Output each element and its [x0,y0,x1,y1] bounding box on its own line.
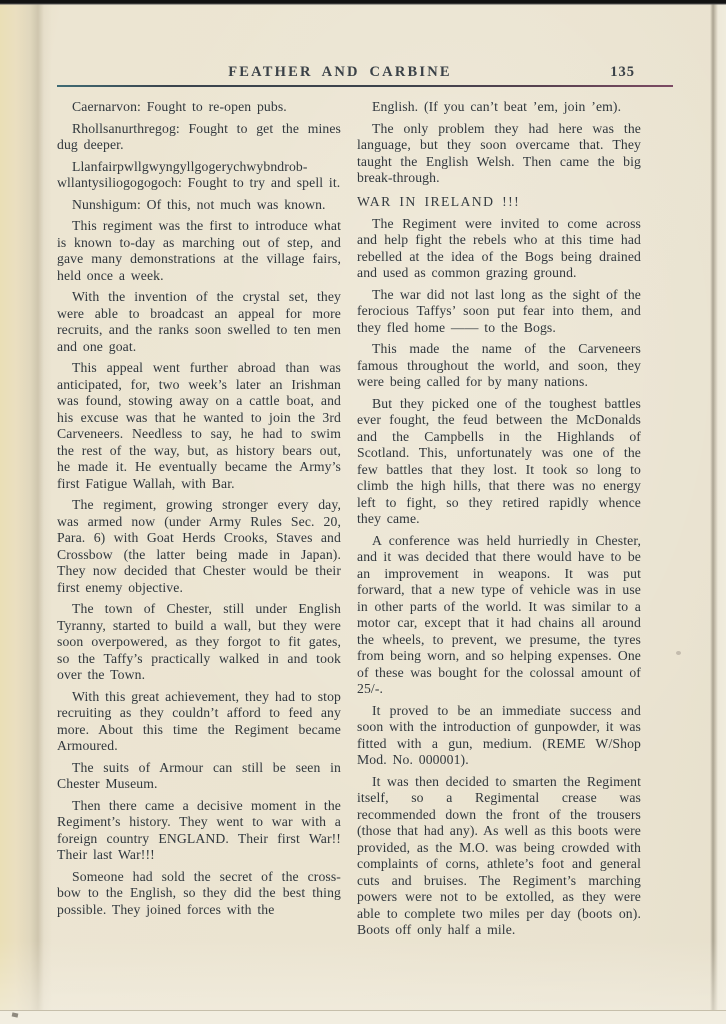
paragraph: The regiment, growing stronger every day, was armed now (under Army Rules Sec. 20, Para. 6) with Goat Herds Crooks, Staves and Crossbow (the latter being made in Japan). They now decided that Chester would be their first enemy objective. [57,497,341,595]
left-column [57,99,341,944]
page-number: 135 [610,64,635,80]
paragraph: This appeal went further abroad than was anticipated, for, two week’s later an Irishman was found, stowing away on a cattle boat, and his excuse was that he wanted to join the 3rd Carveneers. Needless to say, he had to swim the rest of the way, but, as history bears out, he made it. He eventually became the Army’s first Fatigue Wallah, with Bar. [57,360,341,491]
paragraph: It proved to be an immediate success and soon with the introduction of gunpowder, it was fitted with a gun, medium. (REME W/Shop Mod. No. 000001). [357,702,641,767]
section-heading: WAR IN IRELAND !!! [357,193,521,209]
paragraph: The war did not last long as the sight of the ferocious Taffys’ soon put fear into them, and they fled home —— to the Bogs. [357,286,641,335]
header-rule [57,85,673,87]
paragraph: The town of Chester, still under English Tyranny, started to build a wall, but they were soon overpowered, as they forgot to fit gates, so the Taffy’s practically walked in and took over the Town. [57,601,341,682]
paragraph: Caernarvon: Fought to re-open pubs. [72,99,287,114]
paragraph: Llanfairpwllgwyngyllgogerychwybndrob-wllantysiliogogogoch: Fought to try and spell it. [57,158,341,190]
page-content [57,64,673,944]
paragraph: A conference was held hurriedly in Chester, and it was decided that there would have to be an improvement in weapons. It was put forward, that a new type of vehicle was in use in other parts of the world. It was similar to a motor car, except that it had chains all around the wheels, to prevent, we presume, the tyres from being worn, and so helping expenses. One of these was bought for the colossal amount of 25/-. [357,532,641,696]
paragraph: Someone had sold the secret of the cross-bow to the English, so they did the best thing possible. They joined forces with the [57,868,341,917]
paragraph: But they picked one of the toughest battles ever fought, the feud between the McDonalds and the Campbells in the Highlands of Scotland. This, unfortunately was one of the few battles that they lost. It took so long to climb the high hills, that there was no energy left to fight, so they retired rapidly whence they came. [357,395,641,526]
page-edge-bottom [0,1010,726,1024]
paragraph: The only problem they had here was the language, but they soon overcame that. They taught the English Welsh. Then came the big break-through. [357,120,641,185]
running-header-title: FEATHER AND CARBINE [228,64,452,80]
scan-speck [676,651,681,655]
paragraph: With this great achievement, they had to stop recruiting as they couldn’t afford to feed any more. About this time the Regiment became Armoured. [57,688,341,753]
scan-edge-top [0,0,726,5]
paragraph: With the invention of the crystal set, they were able to broadcast an appeal for more recruits, and the ranks soon swelled to ten men and one goat. [57,289,341,354]
page-edge-right [710,0,726,1024]
page-gutter-shadow [0,0,52,1024]
paragraph: Nunshigum: Of this, not much was known. [72,196,326,212]
running-header [57,64,673,84]
right-column [357,99,641,944]
paragraph: The suits of Armour can still be seen in Chester Museum. [57,759,341,791]
paragraph: It was then decided to smarten the Regiment itself, so a Regimental crease was recommended down the front of the trousers (those that had any). As well as this boots were provided, as the M.O. was being crowded with complaints of corns, athlete’s foot and general cuts and bruises. The Regiment’s marching powers were not to be extolled, as they were able to complete two miles per day (boots on). Boots off only half a mile. [357,773,641,937]
paragraph: Then there came a decisive moment in the Regiment’s history. They went to war with a foreign country ENGLAND. Their first War!! Their last War!!! [57,797,341,862]
two-column-text [57,99,673,944]
paragraph: The Regiment were invited to come across and help fight the rebels who at this time had rebelled at the idea of the Bogs being drained and used as common grazing ground. [357,215,641,280]
paragraph: Rhollsanurthregog: Fought to get the mines dug deeper. [57,120,341,152]
paragraph: This made the name of the Carveneers famous throughout the world, and soon, they were being called for by many nations. [357,341,641,389]
paragraph: This regiment was the first to introduce what is known to-day as marching out of step, and gave many demonstrations at the village fairs, held once a week. [57,218,341,283]
paragraph: English. (If you can’t beat ’em, join ’em). [372,99,622,114]
page-bottom-fade [0,941,726,1011]
